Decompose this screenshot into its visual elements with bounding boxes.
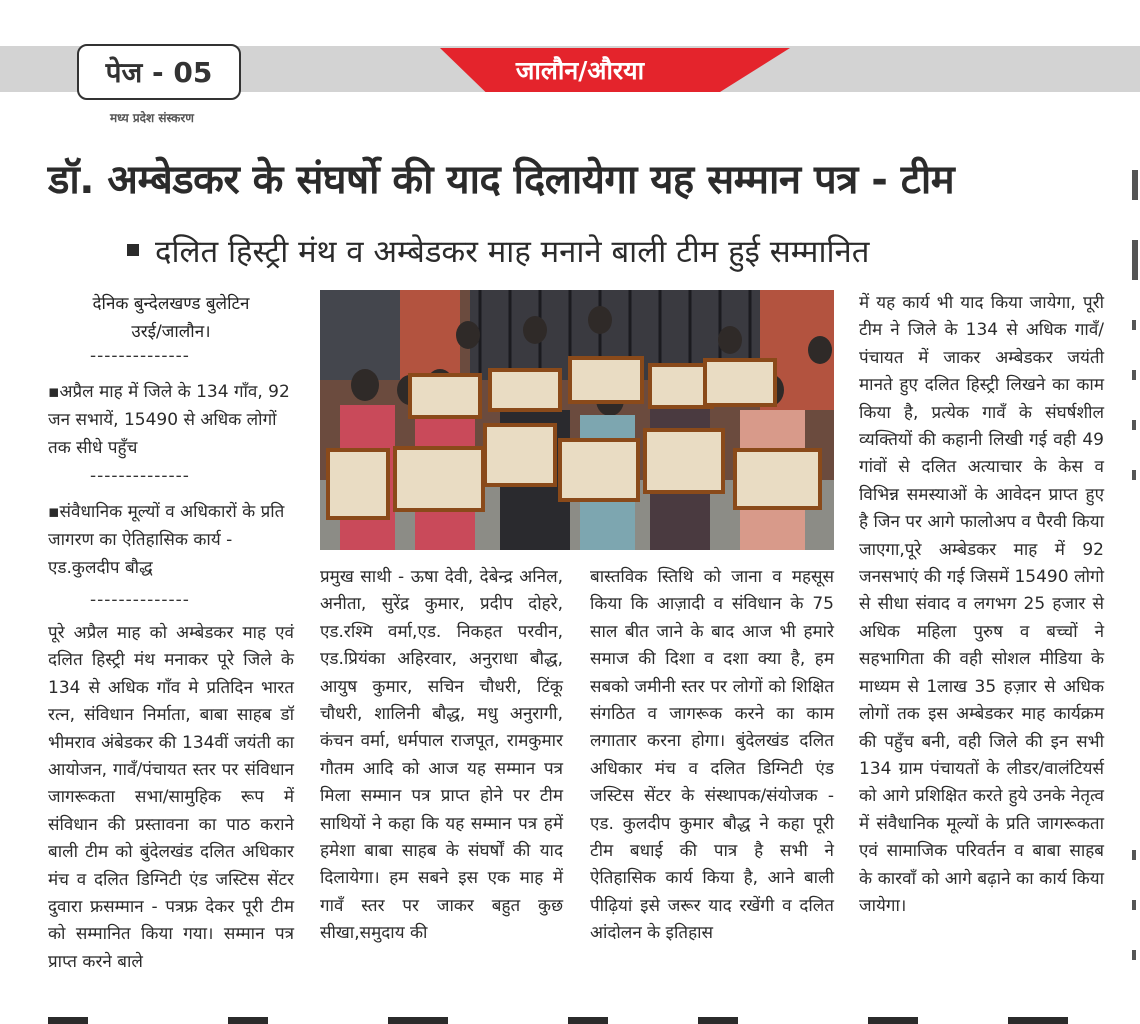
byline [48, 290, 294, 346]
adjacent-text-fragments [1132, 150, 1140, 1010]
separator: -------------- [90, 590, 190, 610]
highlight-1: ▪अप्रैल माह में जिले के 134 गाँव, 92 जन सभायें, 15490 से अधिक लोगों तक सीधे पहुँच [48, 382, 290, 458]
highlight-2: ▪संवैधानिक मूल्यों व अधिकारों के प्रति जागरण का ऐतिहासिक कार्य - एड.कुलदीप बौद्ध [48, 502, 285, 578]
next-headline-cropped [48, 1010, 1118, 1024]
article-column-2: प्रमुख साथी - ऊषा देवी, देबेन्द्र अनिल, अनीता, सुरेंद्र कुमार, प्रदीप दोहरे, एड.रश्मि वर्मा,एड. निकहत परवीन, एड.प्रियंका अहिरवार, अनुराधा बौद्ध, आयुष कुमार, सचिन चौधरी, टिंकू चौधरी, शालिनी बौद्ध, मधु अनुरागी, कंचन वर्मा, धर्मपाल राजपूत, रामकुमार गौतम आदि को आज यह सम्मान पत्र मिला सम्मान पत्र प्राप्त होने पर टीम साथियों ने कहा कि यह सम्मान पत्र हमें हमेशा बाबा साहब के संघर्षों की याद दिलायेगा। हम सबने इस एक माह में गावँ स्तर पर जाकर बहुत कुछ सीखा,समुदाय की [320, 567, 563, 944]
bullet-icon [127, 244, 139, 256]
byline-location: उरई/जालौन। [131, 322, 211, 342]
headline: डॉ. अम्बेडकर के संघर्षो की याद दिलायेगा यह सम्मान पत्र - टीम [48, 157, 955, 203]
cropped-text-tops [48, 1011, 1118, 1024]
article-column-3: बास्तविक स्तिथि को जाना व महसूस किया कि आज़ादी व संविधान के 75 साल बीत जाने के बाद आज भी हमारे समाज की दिशा व दशा क्या है, हम सबको जमीनी स्तर पर लोगों को शिक्षित संगठित व जागरूक करने का काम लगातार करना होगा। बुंदेलखंड दलित अधिकार मंच व दलित डिग्निटी एंड जस्टिस सेंटर के संस्थापक/संयोजक - एड. कुलदीप कुमार बौद्ध ने कहा पूरी टीम बधाई की पात्र है सभी ने ऐतिहासिक कार्य किया है, आने बाली पीढ़ियां इसे जरूर याद रखेंगी व दलित आंदोलन के इतिहास [590, 567, 834, 944]
article-column-1: पूरे अप्रैल माह को अम्बेडकर माह एवं दलित हिस्ट्री मंथ मनाकर पूरे जिले के 134 से अधिक गाँव मे प्रतिदिन भारत रत्न, संविधान निर्माता, बाबा साहब डॉ भीमराव अंबेडकर की 134वीं जयंती का आयोजन, गावँ/पंचायत स्तर पर संविधान जागरूकता सभा/सामुहिक रूप में संविधान की प्रस्तावना का पाठ कराने बाली टीम को बुंदेलखंड दलित अधिकार मंच व दलित डिग्निटी एंड जस्टिस सेंटर दुवारा फ्रसम्मान - पत्रफ्र देकर पूरी टीम को सम्मानित किया गया। सम्मान पत्र प्राप्त करने बाले [48, 623, 294, 972]
group-photo-illustration [320, 290, 834, 550]
page-number-box [77, 44, 241, 100]
byline-publication: देनिक बुन्देलखण्ड बुलेटिन [92, 294, 250, 314]
news-photo [320, 290, 834, 550]
section-label: जालौन/औरया [515, 56, 645, 85]
adjacent-page-edge [1132, 150, 1140, 1010]
separator: -------------- [90, 466, 190, 486]
subheadline [127, 230, 869, 272]
article-column-4: में यह कार्य भी याद किया जायेगा, पूरी टीम ने जिले के 134 से अधिक गावँ/पंचायत में जाकर अम्बेडकर जयंती मानते हुए दलित हिस्ट्री लिखने का काम किया है, प्रत्येक गावँ के संघर्षशील व्यक्तियों की कहानी लिखी गई वही 49 गांवों से दलित अत्याचार के केस व विभिन्न समस्याओं के आवेदन प्राप्त हुए है जिन पर आगे फालोअप व पैरवी किया जाएगा,पूरे अम्बेडकर माह में 92 जनसभाएं की गई जिसमें 15490 लोगो से सीधा संवाद व लगभग 25 हजार से अधिक महिला पुरुष व बच्चों ने सहभागिता की वही सोशल मीडिया के माध्यम से 1लाख 35 हज़ार से अधिक लोगों तक इस अम्बेडकर माह कार्यक्रम की पहुँच बनी, वही जिले की इन सभी 134 ग्राम पंचायतों के लीडर/वालंटियर्स को आगे प्रशिक्षित करते हुये उनके नेतृत्व में संवैधानिक मूल्यों के प्रति जागरूकता एवं सामाजिक परिवर्तन व बाबा साहब के कारवाँ को आगे बढ़ाने का कार्य किया जायेगा। [859, 293, 1104, 916]
subheadline-text: दलित हिस्ट्री मंथ व अम्बेडकर माह मनाने बाली टीम हुई सम्मानित [155, 234, 870, 270]
edition-label: मध्य प्रदेश संस्करण [110, 111, 194, 125]
page-label: पेज - 05 [105, 56, 213, 89]
separator: -------------- [90, 346, 190, 366]
